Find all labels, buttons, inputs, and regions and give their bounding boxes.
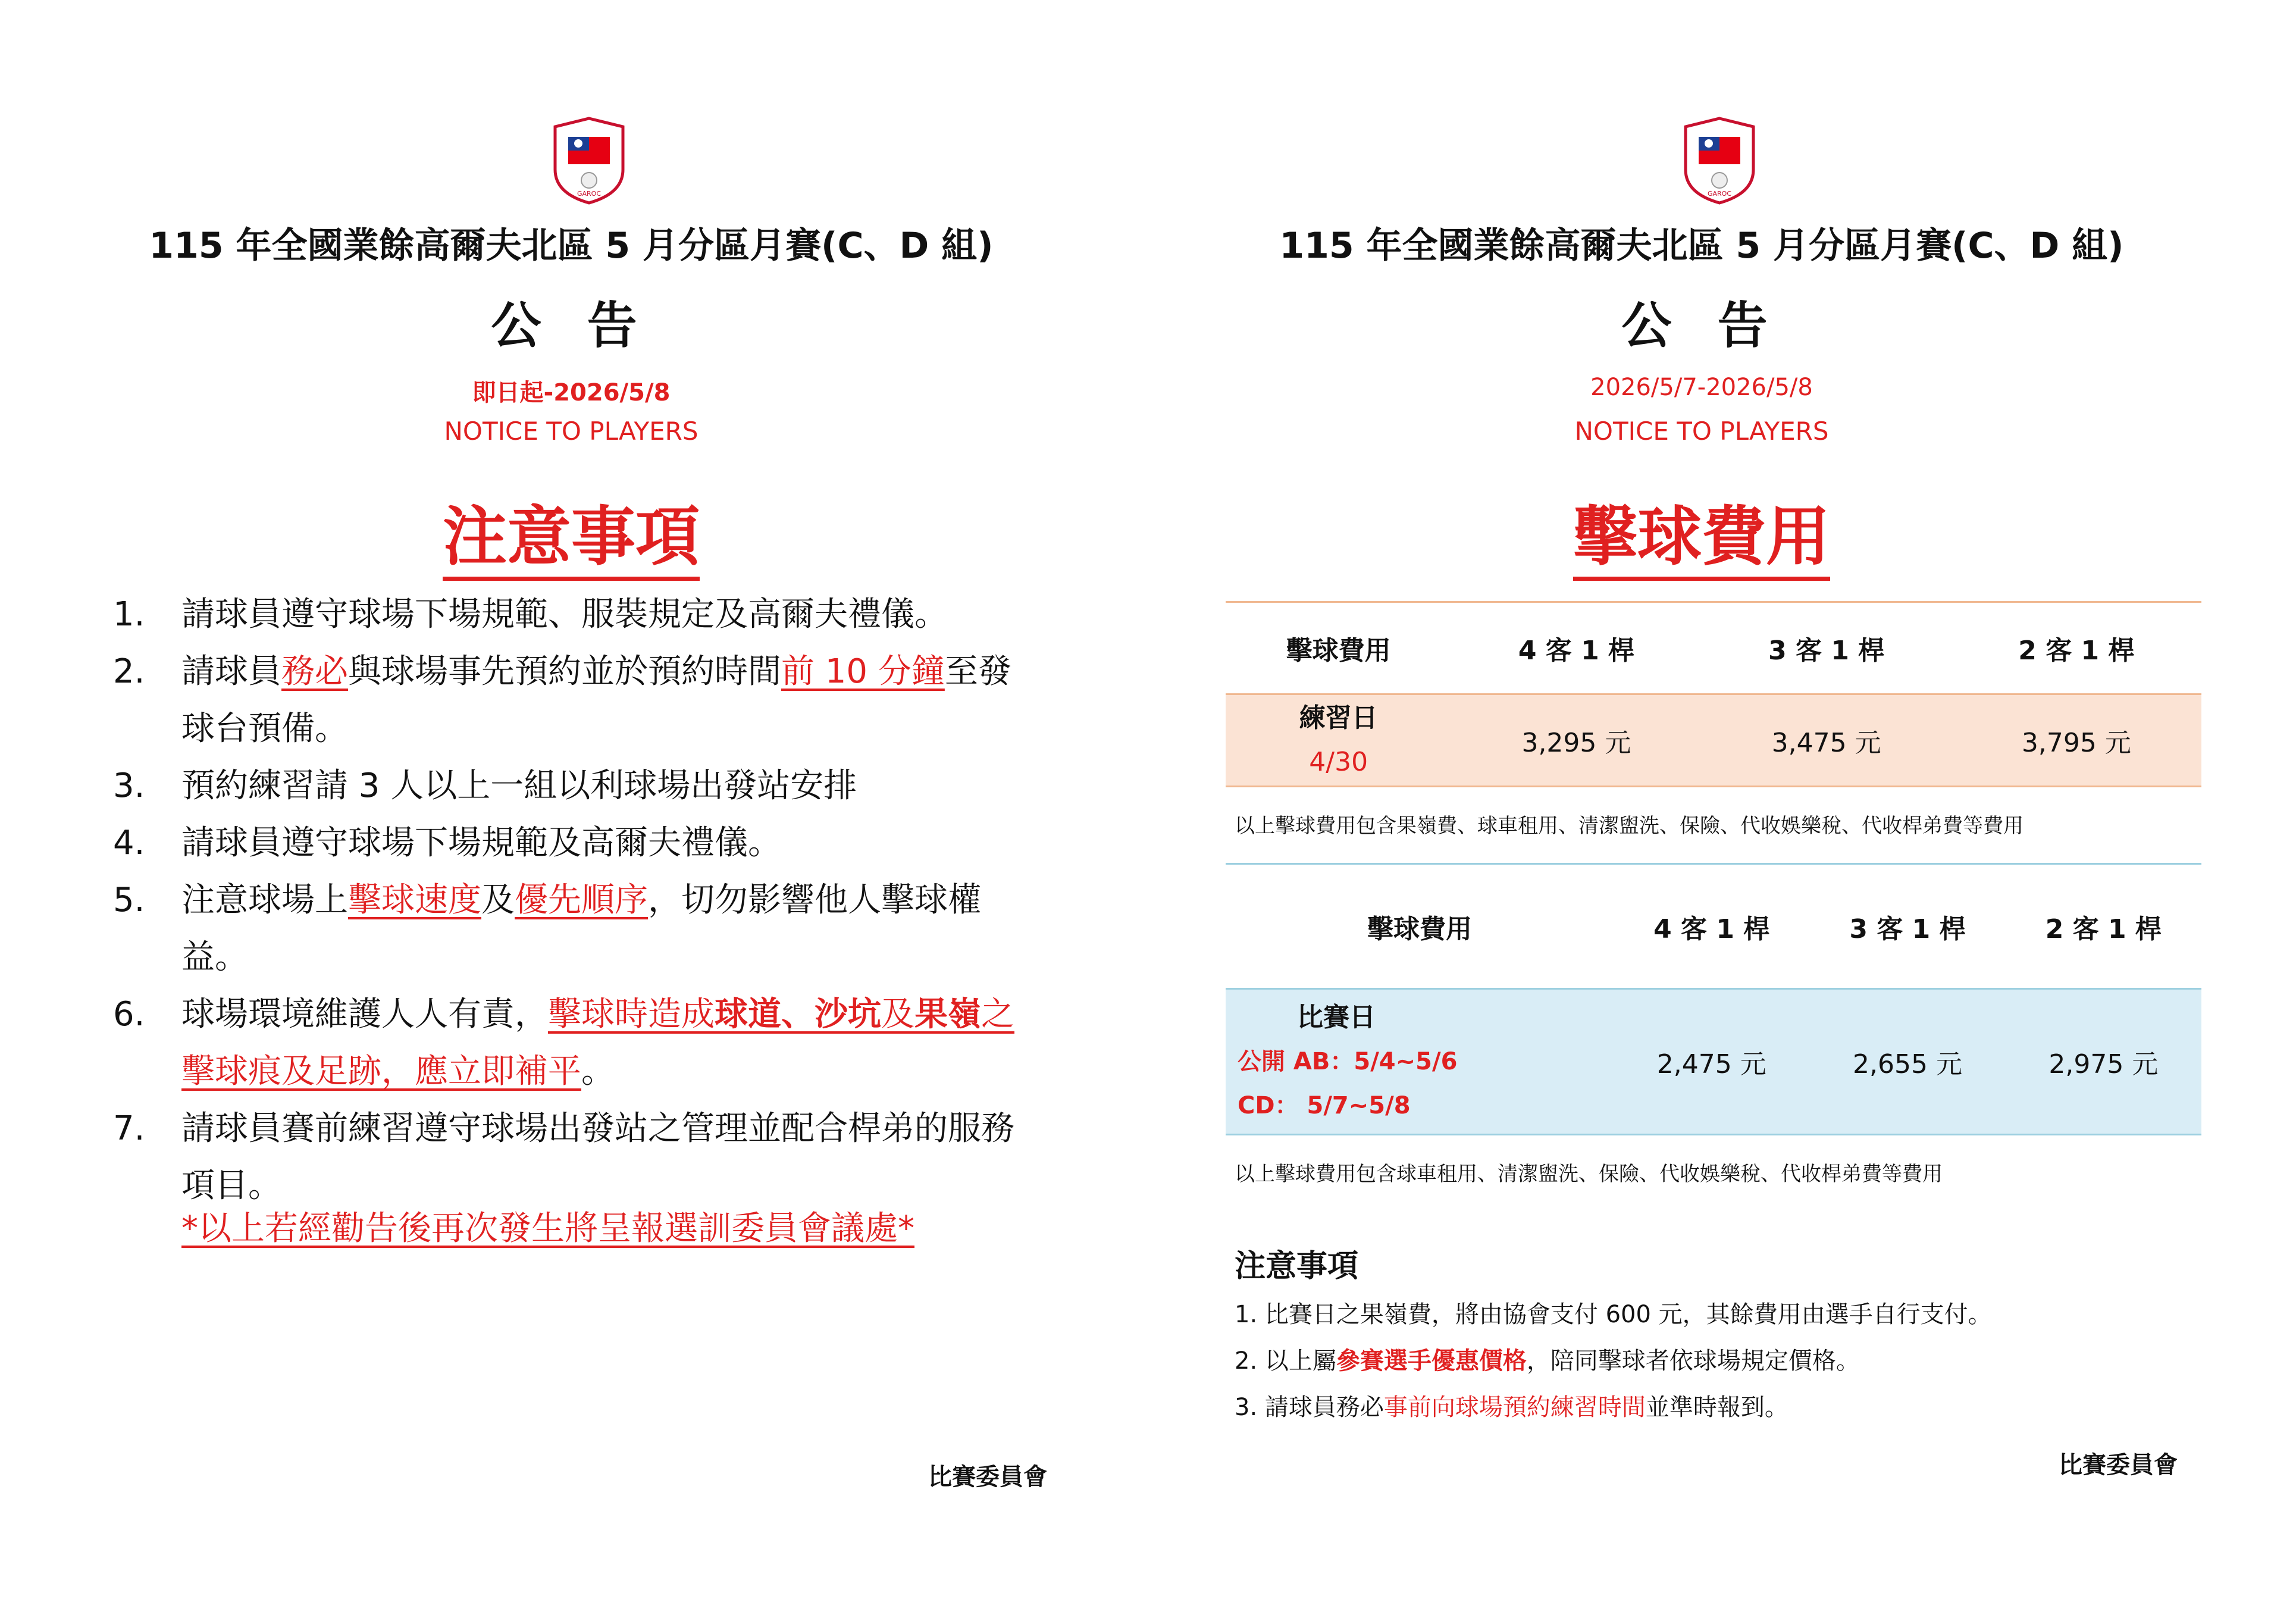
fee-cell: 3,475 元 bbox=[1702, 694, 1952, 787]
fee-heading: 擊球費用 bbox=[1226, 485, 2178, 577]
logo-text: GAROC bbox=[1707, 190, 1732, 198]
fee-cell: 3,295 元 bbox=[1451, 694, 1701, 787]
tournament-fee-table bbox=[1226, 863, 2201, 1135]
event-title: 115 年全國業餘高爾夫北區 5 月分區月賽(C、D 組) bbox=[149, 225, 994, 267]
date-line: 即日起-2026/5/8 bbox=[472, 379, 671, 406]
header-cell: 擊球費用 bbox=[1226, 864, 1614, 989]
fee-cell: 2,655 元 bbox=[1809, 989, 2005, 1135]
practice-fee-table bbox=[1226, 601, 2201, 787]
fee-cell: 2,975 元 bbox=[2006, 989, 2201, 1135]
header-cell: 2 客 1 桿 bbox=[1952, 602, 2201, 694]
table-header-row bbox=[1226, 602, 2201, 694]
event-title: 115 年全國業餘高爾夫北區 5 月分區月賽(C、D 組) bbox=[1279, 225, 2124, 267]
notice-label: 公 告 bbox=[491, 296, 651, 355]
note-item: 3. 請球員務必事前向球場預約練習時間並準時報到。 bbox=[1235, 1394, 1788, 1421]
date-line: 2026/5/7-2026/5/8 bbox=[1590, 374, 1813, 401]
rule-item: 3. 預約練習請 3 人以上一組以利球場出發站安排 bbox=[113, 766, 857, 805]
table-row bbox=[1226, 989, 2201, 1135]
header-cell: 4 客 1 桿 bbox=[1614, 864, 1809, 989]
table-row bbox=[1226, 694, 2201, 787]
header-cell: 擊球費用 bbox=[1226, 602, 1451, 694]
header-cell: 3 客 1 桿 bbox=[1702, 602, 1952, 694]
fee-note: 以上擊球費用包含果嶺費、球車租用、清潔盥洗、保險、代收娛樂稅、代收桿弟費等費用 bbox=[1235, 814, 2024, 838]
row-label-cell: 比賽日 公開 AB：5/4~5/6 CD： 5/7~5/8 bbox=[1226, 989, 1614, 1135]
committee-signature: 比賽委員會 bbox=[2059, 1451, 2178, 1479]
fee-cell: 3,795 元 bbox=[1952, 694, 2201, 787]
rule-item: 5. 注意球場上擊球速度及優先順序，切勿影響他人擊球權益。 bbox=[113, 881, 981, 977]
rule-item: 7. 請球員賽前練習遵守球場出發站之管理並配合桿弟的服務項目。 bbox=[113, 1109, 1014, 1205]
notice-label: 公 告 bbox=[1621, 296, 1782, 355]
logo-text: GAROC bbox=[577, 190, 602, 198]
table-header-row bbox=[1226, 864, 2201, 989]
notice-heading: 注意事項 bbox=[95, 485, 1047, 577]
rule-item: 4. 請球員遵守球場下場規範及高爾夫禮儀。 bbox=[113, 824, 781, 862]
garoc-logo-icon bbox=[1681, 116, 1758, 205]
notes-title: 注意事項 bbox=[1235, 1248, 1359, 1284]
notice-to-players: NOTICE TO PLAYERS bbox=[1574, 417, 1829, 446]
note-item: 2. 以上屬參賽選手優惠價格，陪同擊球者依球場規定價格。 bbox=[1235, 1347, 1860, 1375]
header-cell: 4 客 1 桿 bbox=[1451, 602, 1701, 694]
garoc-logo-icon bbox=[550, 116, 628, 205]
notes-list bbox=[1235, 1291, 1992, 1431]
header-cell: 3 客 1 桿 bbox=[1809, 864, 2005, 989]
rules-list bbox=[113, 586, 1041, 1215]
rule-item: 6. 球場環境維護人人有責，擊球時造成球道、沙坑及果嶺之擊球痕及足跡，應立即補平。 bbox=[113, 995, 1014, 1091]
rule-item: 2. 請球員務必與球場事先預約並於預約時間前 10 分鐘至發球台預備。 bbox=[113, 652, 1011, 748]
warning-text: *以上若經勸告後再次發生將呈報選訓委員會議處* bbox=[181, 1209, 914, 1248]
left-notice-panel bbox=[95, 0, 1047, 1624]
fee-cell: 2,475 元 bbox=[1614, 989, 1809, 1135]
header-cell: 2 客 1 桿 bbox=[2006, 864, 2201, 989]
note-item: 1. 比賽日之果嶺費，將由協會支付 600 元，其餘費用由選手自行支付。 bbox=[1235, 1301, 1992, 1328]
committee-signature: 比賽委員會 bbox=[928, 1463, 1047, 1491]
notice-to-players: NOTICE TO PLAYERS bbox=[444, 417, 698, 446]
fee-note: 以上擊球費用包含球車租用、清潔盥洗、保險、代收娛樂稅、代收桿弟費等費用 bbox=[1235, 1162, 1943, 1186]
row-label-cell: 練習日 4/30 bbox=[1226, 694, 1451, 787]
right-fee-panel bbox=[1226, 0, 2178, 1624]
rule-item: 1. 請球員遵守球場下場規範、服裝規定及高爾夫禮儀。 bbox=[113, 595, 948, 634]
